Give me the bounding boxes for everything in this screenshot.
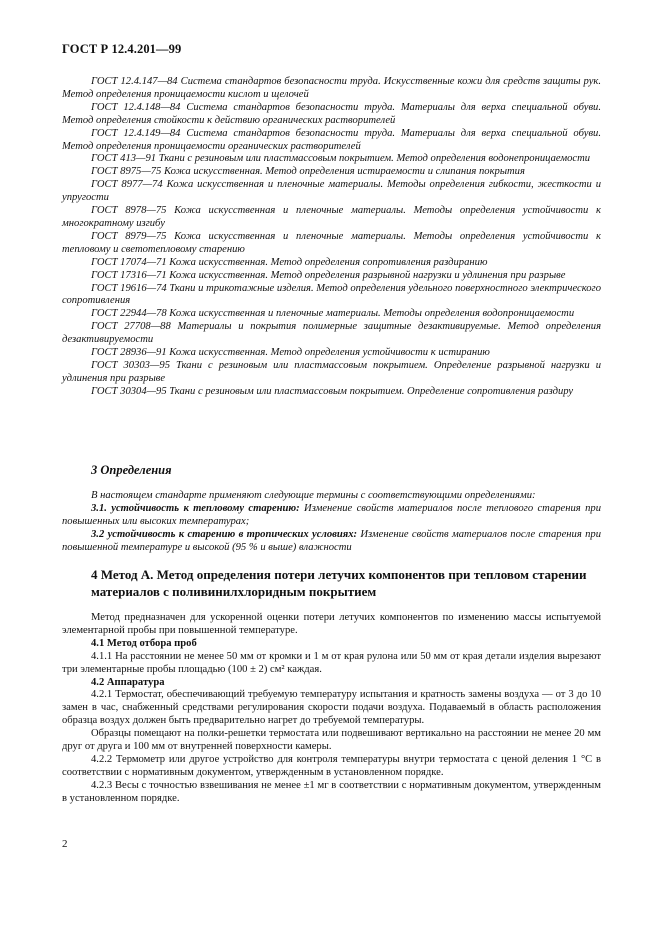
definition-1 <box>62 503 601 529</box>
reference-item: ГОСТ 12.4.149—84 Система стандартов безопасности труда. Материалы для верха специальной обуви. Метод определения проницаемости органических растворителей <box>62 127 601 152</box>
reference-item: ГОСТ 12.4.148—84 Система стандартов безопасности труда. Материалы для верха специальной обуви. Метод определения стойкости к действию органических растворителей <box>62 101 601 126</box>
method-intro: Метод предназначен для ускоренной оценки потери летучих компонентов по изменению массы испытуемой элементарной пробы при повышенной температуре. <box>62 612 601 636</box>
reference-item: ГОСТ 27708—88 Материалы и покрытия полимерные защитные дезактивируемые. Метод определения дезактивируемости <box>62 321 601 346</box>
reference-item: ГОСТ 8975—75 Кожа искусственная. Метод определения истираемости и слипания покрытия <box>91 166 525 178</box>
definition-2-text: Изменение свойств материалов после старения при повышенной температуре и высокой (95 % и выше) влажности <box>62 528 602 553</box>
reference-item: ГОСТ 413—91 Ткани с резиновым или пластмассовым покрытием. Метод определения водонепроницаемости <box>91 153 591 165</box>
definition-1-term: 3.1. устойчивость к тепловому старению: <box>91 502 300 514</box>
section-4-title: 4 Метод А. Метод определения потери летучих компонентов при тепловом старении материалов с поливинилхлоридным покрытием <box>91 567 587 599</box>
clause-4-1-1: 4.1.1 На расстоянии не менее 50 мм от кромки и 1 м от края рулона или 50 мм от края детали изделия вырезают три элементарные пробы площадью (100 ± 2) см² каждая. <box>62 650 601 675</box>
subsection-4-2-title: 4.2 Аппаратура <box>91 676 165 688</box>
subsection-4-1-title: 4.1 Метод отбора проб <box>91 637 197 649</box>
page-number: 2 <box>62 838 68 850</box>
reference-item: ГОСТ 17316—71 Кожа искусственная. Метод определения разрывной нагрузки и удлинения при разрыве <box>91 269 566 281</box>
reference-item: ГОСТ 12.4.147—84 Система стандартов безопасности труда. Искусственные кожи для средств защиты рук. Метод определения проницаемости кислот и щелочей <box>62 76 601 100</box>
definitions-section <box>62 490 601 555</box>
clause-4-2-1: 4.2.1 Термостат, обеспечивающий требуемую температуру испытания и кратность замены воздуха — от 3 до 10 замен в час, снабженный средствами регулирования скорости подачи воздуха. Подаваемый в область расположения образца воздух должен быть предварительно нагрет до требуемой температуры. <box>62 689 601 727</box>
method-a-section <box>62 612 601 806</box>
reference-item: ГОСТ 8977—74 Кожа искусственная и пленочные материалы. Методы определения гибкости, жесткости и упругости <box>62 179 601 204</box>
definition-1-text: Изменение свойств материалов после теплового старения при повышенных или высоких температурах; <box>62 502 601 527</box>
clause-4-2-1-cont: Образцы помещают на полки-решетки термостата или подвешивают вертикально на расстоянии не менее 20 мм друг от друга и 100 мм от внутренней поверхности камеры. <box>62 728 601 753</box>
reference-item: ГОСТ 30304—95 Ткани с резиновым или пластмассовым покрытием. Определение сопротивления раздиру <box>91 385 574 397</box>
normative-references-list <box>62 76 601 399</box>
definition-2-term: 3.2 устойчивость к старению в тропических условиях: <box>91 528 358 540</box>
reference-item: ГОСТ 30303—95 Ткани с резиновым или пластмассовым покрытием. Определение разрывной нагрузки и удлинения при разрыве <box>62 359 601 384</box>
reference-item: ГОСТ 8978—75 Кожа искусственная и пленочные материалы. Методы определения устойчивости к многократному изгибу <box>62 205 601 229</box>
definitions-intro: В настоящем стандарте применяют следующие термины с соответствующими определениями: <box>91 490 536 501</box>
reference-item: ГОСТ 8979—75 Кожа искусственная и пленочные материалы. Методы определения устойчивости к тепловому и светотепловому старению <box>62 230 601 255</box>
clause-4-2-2: 4.2.2 Термометр или другое устройство для контроля температуры внутри термостата с ценой деления 1 °С в соответствии с нормативным документом, утвержденным в установленном порядке. <box>62 753 601 778</box>
section-3-title: 3 Определения <box>91 463 172 477</box>
reference-item: ГОСТ 17074—71 Кожа искусственная. Метод определения сопротивления раздиранию <box>91 256 488 268</box>
clause-4-2-3: 4.2.3 Весы с точностью взвешивания не менее ±1 мг в соответствии с нормативным документом, утвержденным в установленном порядке. <box>62 779 601 804</box>
document-code-header: ГОСТ Р 12.4.201—99 <box>62 42 182 56</box>
definition-2 <box>62 529 601 555</box>
reference-item: ГОСТ 19616—74 Ткани и трикотажные изделия. Метод определения удельного поверхностного электрического сопротивления <box>62 282 601 307</box>
reference-item: ГОСТ 28936—91 Кожа искусственная. Метод определения устойчивости к истиранию <box>91 347 490 359</box>
reference-item: ГОСТ 22944—78 Кожа искусственная и пленочные материалы. Методы определения водопроницаемости <box>91 308 575 320</box>
